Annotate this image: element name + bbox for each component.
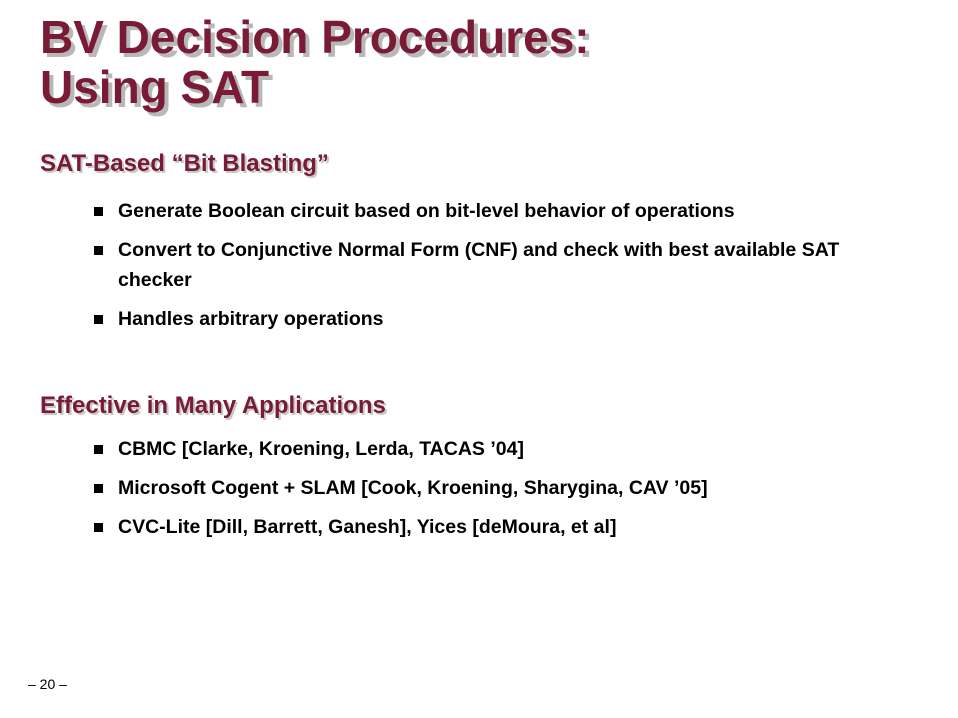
page-number: – 20 – — [28, 676, 67, 692]
slide-title — [40, 12, 920, 112]
slide-title-line-1: BV Decision Procedures: — [40, 11, 590, 63]
slide-title-line-2: Using SAT — [40, 61, 270, 113]
section-heading-bit-blasting: SAT-Based “Bit Blasting” — [40, 150, 329, 177]
square-bullet-icon — [94, 207, 103, 216]
list-item-text: CBMC [Clarke, Kroening, Lerda, TACAS ’04] — [118, 438, 524, 460]
square-bullet-icon — [94, 523, 103, 532]
bullet-list-bit-blasting — [94, 196, 894, 343]
list-item — [94, 235, 894, 295]
list-item-text: Generate Boolean circuit based on bit-level behavior of operations — [118, 200, 735, 222]
list-item-text: Convert to Conjunctive Normal Form (CNF) and check with best available SAT checker — [118, 239, 840, 291]
list-item — [94, 512, 894, 542]
list-item — [94, 304, 894, 334]
bullet-list-applications — [94, 434, 894, 551]
square-bullet-icon — [94, 445, 103, 454]
square-bullet-icon — [94, 484, 103, 493]
list-item — [94, 473, 894, 503]
square-bullet-icon — [94, 246, 103, 255]
list-item — [94, 434, 894, 464]
square-bullet-icon — [94, 315, 103, 324]
list-item-text: Microsoft Cogent + SLAM [Cook, Kroening, Sharygina, CAV ’05] — [118, 477, 708, 499]
section-heading-applications: Effective in Many Applications — [40, 392, 386, 419]
list-item-text: CVC-Lite [Dill, Barrett, Ganesh], Yices [deMoura, et al] — [118, 516, 617, 538]
list-item-text: Handles arbitrary operations — [118, 308, 384, 330]
list-item — [94, 196, 894, 226]
